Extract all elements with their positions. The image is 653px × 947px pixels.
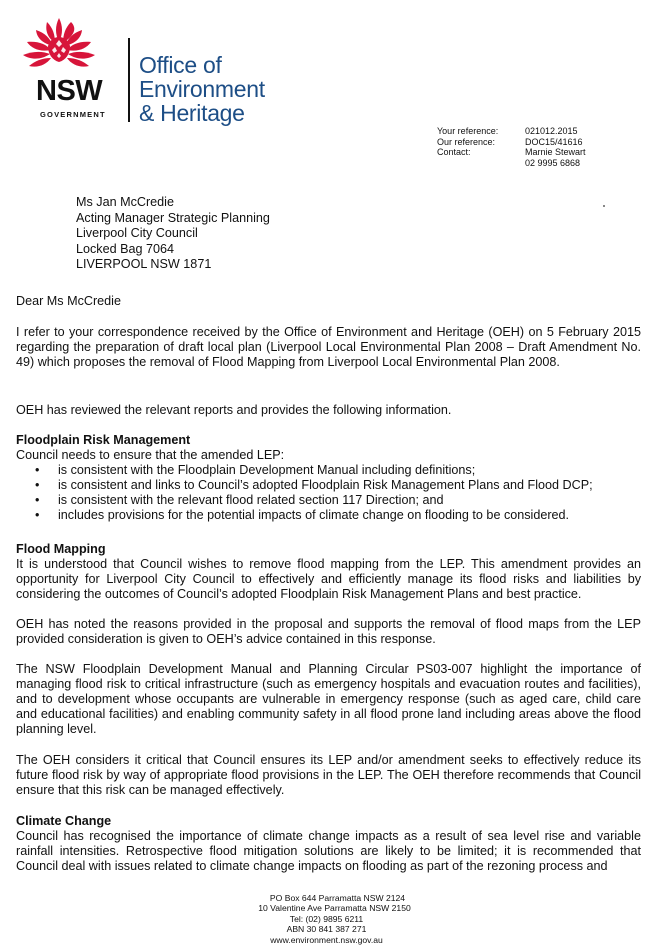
agency-line-3: & Heritage: [139, 100, 245, 126]
addressee-line: Ms Jan McCredie: [76, 195, 174, 209]
list-item: • is consistent with the relevant flood related section 117 Direction; and: [16, 493, 641, 508]
agency-line-2: Environment: [139, 76, 265, 102]
flood-mapping-paragraph-4: The OEH considers it critical that Council ensures its LEP and/or amendment seeks to effectively reduce its future flood risk by way of appropriate flood provisions in the LEP. The OEH therefore recommends that Council ensure that this risk can be managed effectively.: [16, 753, 641, 797]
logo-divider: [128, 38, 130, 122]
addressee-line: LIVERPOOL NSW 1871: [76, 257, 212, 271]
footer-website: www.environment.nsw.gov.au: [270, 934, 383, 945]
reference-row: [437, 158, 586, 169]
flood-mapping-heading: Flood Mapping: [16, 542, 106, 556]
letterhead-logo: [18, 16, 298, 126]
reference-row: [437, 126, 586, 137]
list-item: • is consistent with the Floodplain Development Manual including definitions;: [16, 463, 641, 478]
reference-value: 02 9995 6868: [525, 157, 581, 168]
flood-mapping-paragraph-3: The NSW Floodplain Development Manual and Planning Circular PS03-007 highlight the importance of managing flood risk to critical infrastructure (such as emergency hospitals and evacuation routes and facilities), and to development whose occupants are vulnerable in emergency response (such as aged care, child care and educational facilities) and enabling community safety in all flood prone land including areas above the flood planning level.: [16, 662, 641, 736]
climate-change-section: [16, 814, 641, 874]
reference-value: 021012.2015: [525, 126, 578, 136]
flood-mapping-paragraph-2: OEH has noted the reasons provided in the proposal and supports the removal of flood maps from the LEP provided consideration is given to OEH’s advice contained in this response.: [16, 617, 641, 646]
addressee-block: [76, 195, 270, 273]
footer-phone: Tel: (02) 9895 6211: [289, 913, 364, 924]
floodplain-lead: Council needs to ensure that the amended LEP:: [16, 447, 285, 462]
addressee-line: Liverpool City Council: [76, 226, 198, 240]
list-item: • is consistent and links to Council’s adopted Floodplain Risk Management Plans and Flood DCP;: [16, 478, 641, 493]
reference-row: [437, 147, 586, 158]
flood-mapping-paragraph-1: It is understood that Council wishes to remove flood mapping from the LEP. This amendment provides an opportunity for Liverpool City Council to effectively and efficiently manage its flood risks and liabilities by considering the outcomes of Council’s adopted Floodplain Risk Management Plans and best practice.: [16, 556, 641, 601]
agency-name: [139, 53, 265, 125]
climate-change-paragraph: Council has recognised the importance of climate change impacts as a result of sea level rise and variable rainfall intensities. Retrospective flood mitigation solutions are likely to be limited; it is recommended that Council deal with issues related to climate change impacts on flooding as part of the rezoning process and: [16, 828, 641, 873]
climate-change-heading: Climate Change: [16, 814, 112, 828]
reference-block: [437, 126, 586, 168]
government-wordmark: GOVERNMENT: [40, 110, 106, 119]
list-item: • includes provisions for the potential impacts of climate change on flooding to be considered.: [16, 508, 641, 523]
addressee-line: Locked Bag 7064: [76, 241, 175, 256]
flood-mapping-section: [16, 542, 641, 602]
reference-value: Marnie Stewart: [525, 147, 586, 158]
nsw-wordmark: NSW: [36, 75, 103, 107]
reference-row: [437, 137, 586, 148]
reviewed-paragraph: OEH has reviewed the relevant reports and provides the following information.: [16, 403, 452, 417]
footer-postal-address: PO Box 644 Parramatta NSW 2124: [269, 893, 406, 903]
footer-street-address: 10 Valentine Ave Parramatta NSW 2150: [258, 903, 411, 914]
letter-footer: [0, 893, 653, 945]
intro-paragraph: I refer to your correspondence received by the Office of Environment and Heritage (OEH) on 5 February 2015 regarding the preparation of draft local plan (Liverpool Local Environmental Plan 2008 – Draft Amendment No. 49) which proposes the removal of Flood Mapping from Liverpool Local Environmental Plan 2008.: [16, 325, 641, 369]
agency-line-1: Office of: [139, 52, 222, 78]
floodplain-bullet-list: [16, 463, 641, 523]
footer-abn: ABN 30 841 387 271: [286, 924, 367, 935]
waratah-icon: [20, 16, 98, 76]
reference-label: [437, 158, 525, 169]
reference-value: DOC15/41616: [525, 136, 583, 147]
salutation: Dear Ms McCredie: [16, 294, 121, 308]
reference-label: Our reference:: [437, 136, 496, 147]
reference-label: Contact:: [437, 147, 471, 158]
addressee-line: Acting Manager Strategic Planning: [76, 210, 270, 225]
reference-label: Your reference:: [437, 126, 499, 136]
floodplain-section: [16, 433, 641, 522]
scan-speck: [603, 205, 605, 207]
floodplain-heading: Floodplain Risk Management: [16, 433, 191, 447]
